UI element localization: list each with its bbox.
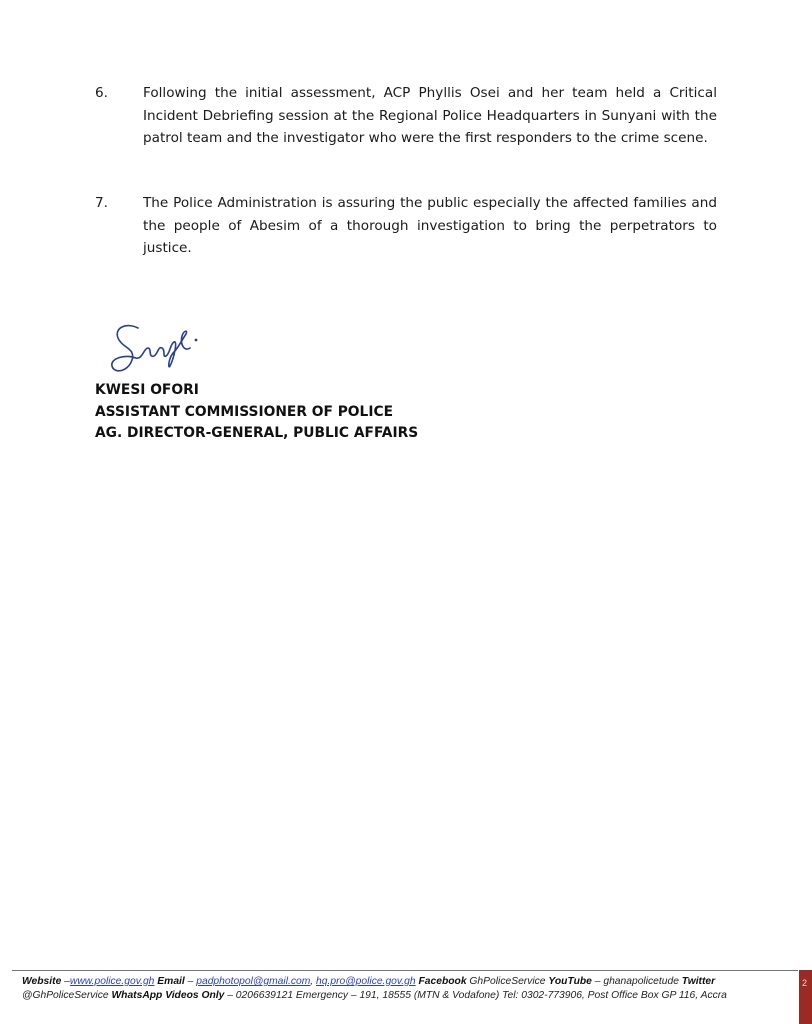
- contact-details: – 0206639121 Emergency – 191, 18555 (MTN & Vodafone) Tel: 0302-773906, Post Office Box GP 116, Accra: [224, 990, 727, 1001]
- email-comma: ,: [310, 976, 317, 987]
- website-link[interactable]: www.police.gov.gh: [69, 976, 155, 987]
- email-link-secondary[interactable]: hq.pro@police.gov.gh: [316, 976, 416, 987]
- paragraph-7: [95, 192, 717, 260]
- website-separator: –: [61, 976, 70, 987]
- facebook-handle: GhPoliceService: [466, 976, 549, 987]
- footer-line-1: [12, 975, 798, 989]
- email-separator: –: [184, 976, 197, 987]
- paragraph-text: The Police Administration is assuring the public especially the affected families and the people of Abesim of a thorough investigation to bring the perpetrators to justice.: [143, 195, 717, 256]
- facebook-label: Facebook: [418, 976, 467, 987]
- signatory-rank: ASSISTANT COMMISSIONER OF POLICE: [95, 403, 394, 420]
- signatory-name: KWESI OFORI: [95, 382, 199, 398]
- handwritten-signature: [108, 318, 204, 382]
- signatory-title: AG. DIRECTOR-GENERAL, PUBLIC AFFAIRS: [95, 425, 419, 441]
- youtube-label: YouTube: [548, 976, 592, 987]
- email-link-primary[interactable]: padphotopol@gmail.com: [196, 976, 311, 987]
- paragraph-number: 7.: [95, 195, 108, 211]
- paragraph-number: 6.: [95, 85, 108, 101]
- footer-line-2: [12, 989, 798, 1003]
- page-number: 2: [802, 978, 808, 988]
- page-footer: [12, 970, 798, 1003]
- whatsapp-label: WhatsApp Videos Only: [111, 990, 225, 1001]
- paragraph-text: Following the initial assessment, ACP Phyllis Osei and her team held a Critical Incident Debriefing session at the Regional Police Headquarters in Sunyani with the patrol team and the investigator who were the first responders to the crime scene.: [143, 85, 717, 146]
- signature-block: [95, 380, 418, 445]
- website-label: Website: [22, 976, 62, 987]
- email-label: Email: [157, 976, 185, 987]
- twitter-label: Twitter: [681, 976, 716, 987]
- paragraph-6: [95, 82, 717, 150]
- youtube-handle: – ghanapolicetude: [591, 976, 682, 987]
- page-number-tab: [799, 970, 812, 1024]
- twitter-handle: @GhPoliceService: [22, 990, 112, 1001]
